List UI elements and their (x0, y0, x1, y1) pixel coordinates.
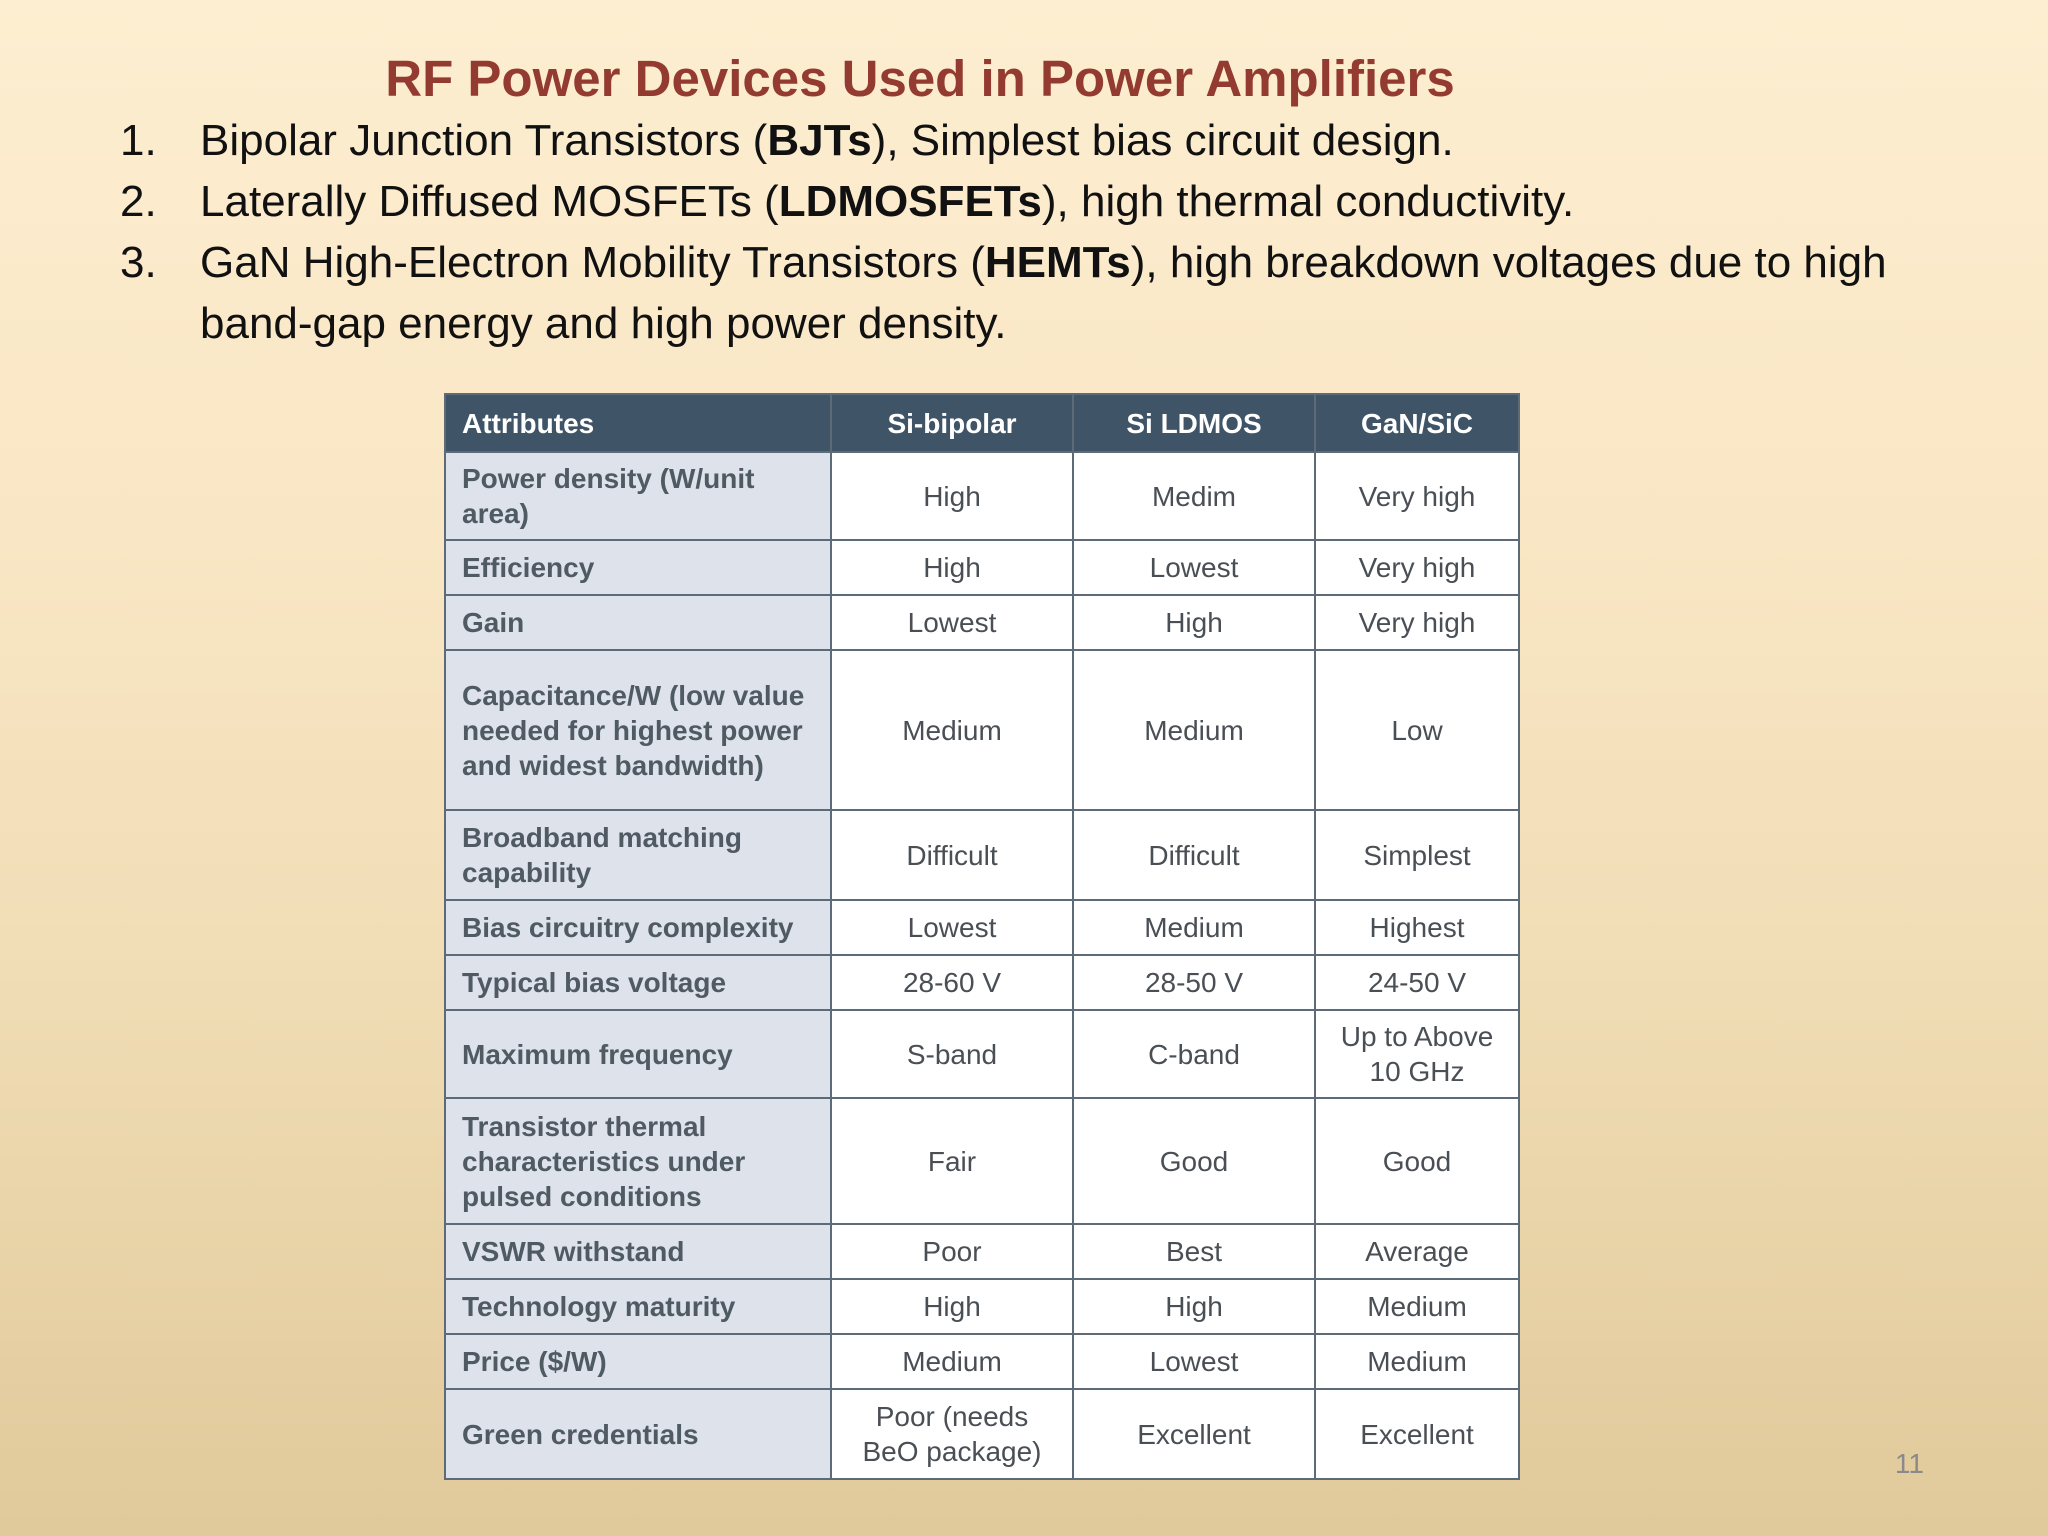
table-row (445, 900, 1519, 955)
table-row (445, 650, 1519, 810)
value-cell: Medium (1315, 1279, 1519, 1334)
attribute-cell: Green credentials (445, 1389, 831, 1479)
value-cell: High (831, 452, 1073, 540)
table-header-row (445, 394, 1519, 452)
list-term: LDMOSFETs (778, 177, 1042, 226)
list-text: ), high breakdown voltages due to high band-gap energy and high power density. (200, 238, 1887, 348)
value-cell: Very high (1315, 595, 1519, 650)
value-cell: Excellent (1315, 1389, 1519, 1479)
list-item-hemt (120, 232, 1920, 354)
value-cell: Up to Above 10 GHz (1315, 1010, 1519, 1098)
value-cell: Difficult (1073, 810, 1315, 900)
list-text: ), high thermal conductivity. (1041, 177, 1575, 226)
column-header-gan-sic: GaN/SiC (1315, 394, 1519, 452)
comparison-table (444, 393, 1520, 1480)
list-text: GaN High-Electron Mobility Transistors ( (200, 238, 985, 287)
attribute-cell: VSWR withstand (445, 1224, 831, 1279)
value-cell: Best (1073, 1224, 1315, 1279)
list-item-bjt (120, 110, 1920, 171)
value-cell: Good (1073, 1098, 1315, 1224)
list-term: HEMTs (984, 238, 1131, 287)
attribute-cell: Technology maturity (445, 1279, 831, 1334)
value-cell: Medium (1315, 1334, 1519, 1389)
attribute-cell: Gain (445, 595, 831, 650)
list-text: ), Simplest bias circuit design. (871, 116, 1454, 165)
table-row (445, 1010, 1519, 1098)
value-cell: Medium (1073, 650, 1315, 810)
value-cell: High (831, 1279, 1073, 1334)
table-row (445, 1334, 1519, 1389)
attribute-cell: Typical bias voltage (445, 955, 831, 1010)
attribute-cell: Efficiency (445, 540, 831, 595)
value-cell: 28-50 V (1073, 955, 1315, 1010)
table-row (445, 1098, 1519, 1224)
list-item-ldmosfet (120, 171, 1920, 232)
list-text: Bipolar Junction Transistors ( (200, 116, 768, 165)
value-cell: S-band (831, 1010, 1073, 1098)
list-text: Laterally Diffused MOSFETs ( (200, 177, 779, 226)
value-cell: High (1073, 595, 1315, 650)
value-cell: C-band (1073, 1010, 1315, 1098)
page-number: 11 (1894, 1448, 1924, 1479)
list-number: 3. (120, 238, 157, 287)
value-cell: Average (1315, 1224, 1519, 1279)
value-cell: Poor (needs BeO package) (831, 1389, 1073, 1479)
column-header-si-ldmos: Si LDMOS (1073, 394, 1315, 452)
table-row (445, 1279, 1519, 1334)
attribute-cell: Price ($/W) (445, 1334, 831, 1389)
value-cell: 24-50 V (1315, 955, 1519, 1010)
attribute-cell: Maximum frequency (445, 1010, 831, 1098)
table-row (445, 810, 1519, 900)
value-cell: Lowest (831, 595, 1073, 650)
value-cell: Medium (831, 1334, 1073, 1389)
device-list (120, 110, 1920, 354)
table-row (445, 1224, 1519, 1279)
value-cell: High (1073, 1279, 1315, 1334)
value-cell: Difficult (831, 810, 1073, 900)
table-row (445, 452, 1519, 540)
list-number: 2. (120, 177, 157, 226)
value-cell: Medium (831, 650, 1073, 810)
attribute-cell: Bias circuitry complexity (445, 900, 831, 955)
table-row (445, 1389, 1519, 1479)
column-header-attributes: Attributes (445, 394, 831, 452)
value-cell: 28-60 V (831, 955, 1073, 1010)
value-cell: Lowest (831, 900, 1073, 955)
value-cell: Low (1315, 650, 1519, 810)
value-cell: Good (1315, 1098, 1519, 1224)
value-cell: Poor (831, 1224, 1073, 1279)
value-cell: High (831, 540, 1073, 595)
table-row (445, 540, 1519, 595)
value-cell: Medim (1073, 452, 1315, 540)
attribute-cell: Capacitance/W (low value needed for highest power and widest bandwidth) (445, 650, 831, 810)
attribute-cell: Transistor thermal characteristics under pulsed conditions (445, 1098, 831, 1224)
attribute-cell: Power density (W/unit area) (445, 452, 831, 540)
list-number: 1. (120, 116, 157, 165)
list-term: BJTs (767, 116, 872, 165)
value-cell: Fair (831, 1098, 1073, 1224)
slide-title: RF Power Devices Used in Power Amplifiers (385, 50, 1455, 107)
attribute-cell: Broadband matching capability (445, 810, 831, 900)
value-cell: Lowest (1073, 1334, 1315, 1389)
value-cell: Medium (1073, 900, 1315, 955)
value-cell: Lowest (1073, 540, 1315, 595)
value-cell: Highest (1315, 900, 1519, 955)
value-cell: Simplest (1315, 810, 1519, 900)
table-row (445, 955, 1519, 1010)
value-cell: Very high (1315, 452, 1519, 540)
value-cell: Excellent (1073, 1389, 1315, 1479)
table-row (445, 595, 1519, 650)
column-header-si-bipolar: Si-bipolar (831, 394, 1073, 452)
value-cell: Very high (1315, 540, 1519, 595)
